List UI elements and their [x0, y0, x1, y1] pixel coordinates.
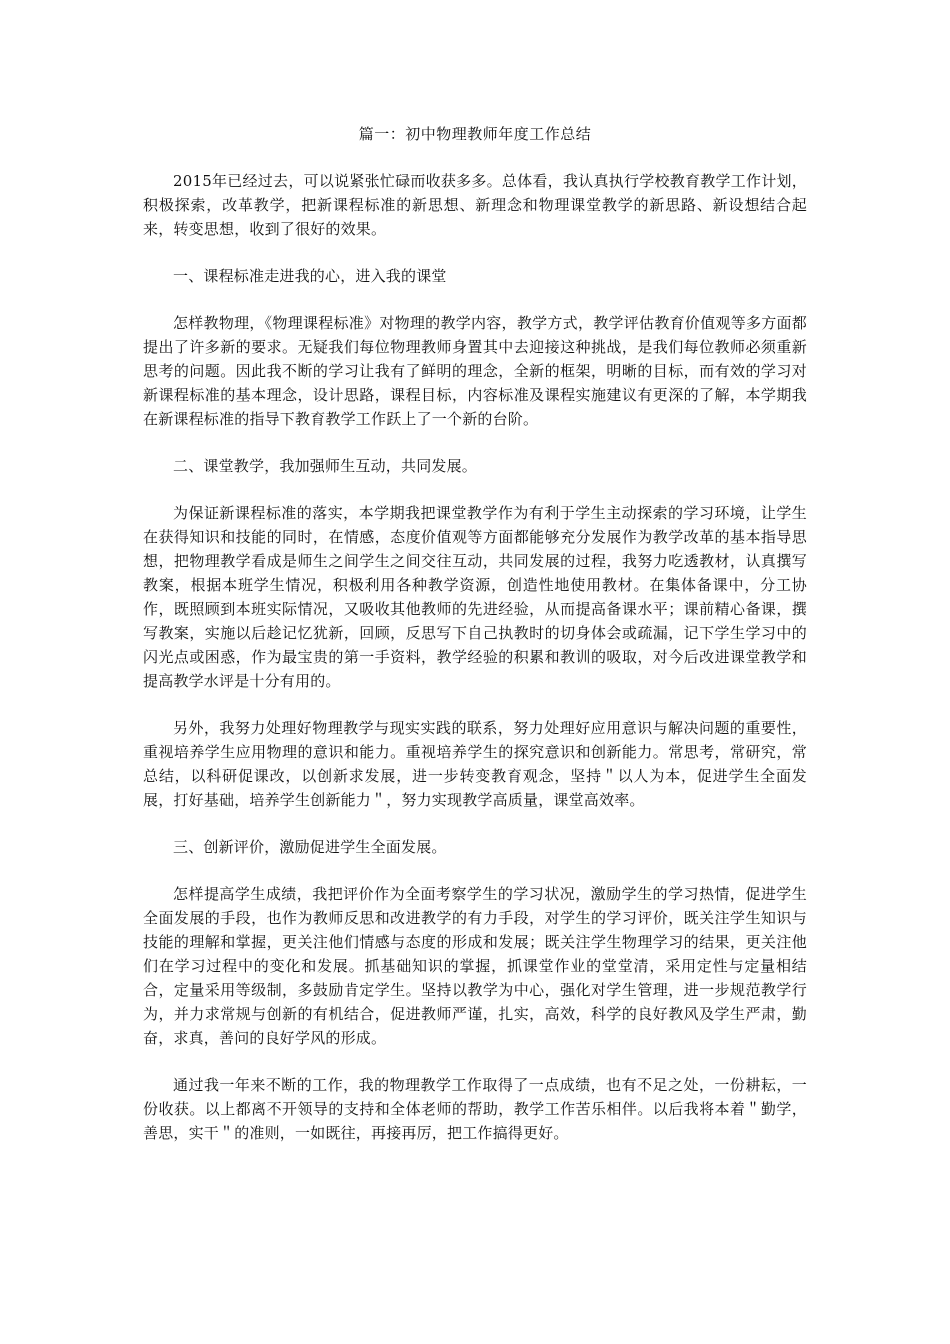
section-heading-1: 一、课程标准走进我的心，进入我的课堂	[173, 267, 447, 285]
closing-paragraph: 通过我一年来不断的工作，我的物理教学工作取得了一点成绩，也有不足之处，一份耕耘，一份收获。以上都离不开领导的支持和全体老师的帮助，教学工作苦乐相伴。以后我将本着＂勤学，善思，实干＂的准则，一如既往，再接再厉，把工作搞得更好。	[143, 1076, 807, 1142]
section-heading-3: 三、创新评价，激励促进学生全面发展。	[173, 838, 447, 856]
section-2-paragraph-2: 另外，我努力处理好物理教学与现实实践的联系，努力处理好应用意识与解决问题的重要性，重视培养学生应用物理的意识和能力。重视培养学生的探究意识和创新能力。常思考，常研究，常总结，以科研促课改，以创新求发展，进一步转变教育观念，坚持＂以人为本，促进学生全面发展，打好基础，培养学生创新能力＂，努力实现教学高质量，课堂高效率。	[143, 719, 807, 809]
section-heading-2: 二、课堂教学，我加强师生互动，共同发展。	[173, 457, 478, 475]
section-3-paragraph: 怎样提高学生成绩，我把评价作为全面考察学生的学习状况，激励学生的学习热情，促进学生全面发展的手段，也作为教师反思和改进教学的有力手段，对学生的学习评价，既关注学生知识与技能的理解和掌握，更关注他们情感与态度的形成和发展；既关注学生物理学习的结果，更关注他们在学习过程中的变化和发展。抓基础知识的掌握，抓课堂作业的堂堂清，采用定性与定量相结合，定量采用等级制，多鼓励肯定学生。坚持以教学为中心，强化对学生管理，进一步规范教学行为，并力求常规与创新的有机结合，促进教师严谨，扎实，高效，科学的良好教风及学生严肃，勤奋，求真，善问的良好学风的形成。	[143, 885, 807, 1047]
document-body	[143, 122, 807, 1168]
intro-paragraph: 2015年已经过去，可以说紧张忙碌而收获多多。总体看，我认真执行学校教育教学工作计划，积极探索，改革教学，把新课程标准的新思想、新理念和物理课堂教学的新思路、新设想结合起来，转变思想，收到了很好的效果。	[143, 172, 807, 238]
section-2-paragraph-1: 为保证新课程标准的落实，本学期我把课堂教学作为有利于学生主动探索的学习环境，让学生在获得知识和技能的同时，在情感，态度价值观等方面都能够充分发展作为教学改革的基本指导思想，把物理教学看成是师生之间学生之间交往互动，共同发展的过程，我努力吃透教材，认真撰写教案，根据本班学生情况，积极利用各种教学资源，创造性地使用教材。在集体备课中，分工协作，既照顾到本班实际情况，又吸收其他教师的先进经验，从而提高备课水平；课前精心备课，撰写教案，实施以后趁记忆犹新，回顾，反思写下自己执教时的切身体会或疏漏，记下学生学习中的闪光点或困惑，作为最宝贵的第一手资料，教学经验的积累和教训的吸取，对今后改进课堂教学和提高教学水评是十分有用的。	[143, 504, 807, 690]
document-title: 篇一：初中物理教师年度工作总结	[358, 125, 592, 143]
section-1-paragraph: 怎样教物理，《物理课程标准》对物理的教学内容，教学方式，教学评估教育价值观等多方面都提出了许多新的要求。无疑我们每位物理教师身置其中去迎接这种挑战，是我们每位教师必须重新思考的问题。因此我不断的学习让我有了鲜明的理念，全新的框架，明晰的目标，而有效的学习对新课程标准的基本理念，设计思路，课程目标，内容标准及课程实施建议有更深的了解，本学期我在新课程标准的指导下教育教学工作跃上了一个新的台阶。	[143, 314, 807, 428]
